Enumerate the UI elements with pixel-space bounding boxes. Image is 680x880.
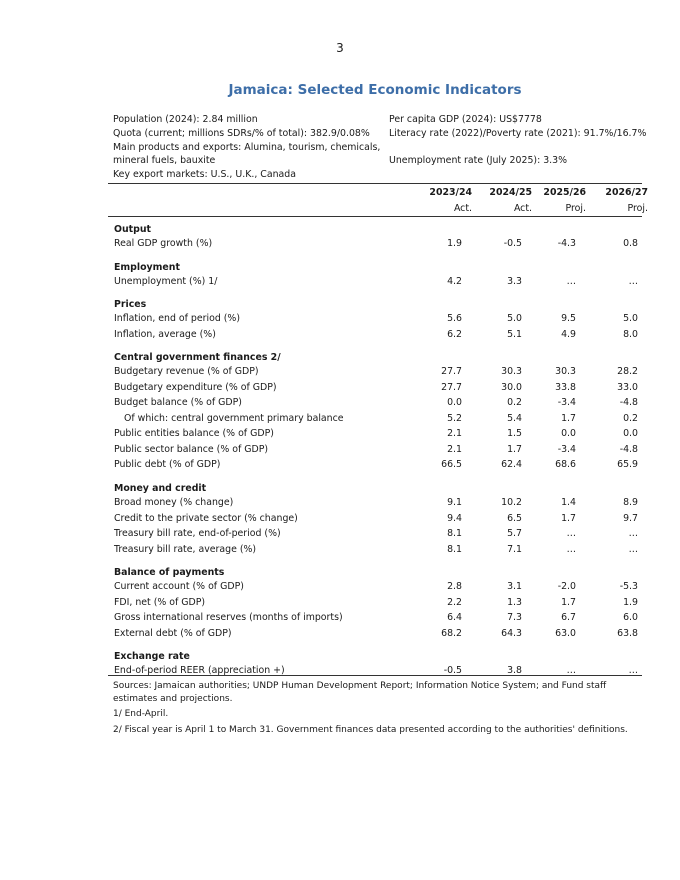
row-label: Treasury bill rate, end-of-period (%) xyxy=(114,528,281,540)
cell-value: … xyxy=(566,665,576,677)
table-notes xyxy=(113,680,643,739)
table-row xyxy=(108,543,642,559)
cell-value: 1.9 xyxy=(623,596,638,608)
cell-value: 9.1 xyxy=(447,497,462,509)
cell-value: -3.4 xyxy=(557,397,576,409)
cell-value: -3.4 xyxy=(557,443,576,455)
cell-value: 6.2 xyxy=(447,328,462,340)
cell-value: 28.2 xyxy=(617,366,638,378)
info-products-cont: mineral fuels, bauxite xyxy=(113,155,216,167)
cell-value: 5.6 xyxy=(447,313,462,325)
cell-value: 4.9 xyxy=(561,328,576,340)
table-bottom-rule xyxy=(108,675,642,676)
cell-value: 68.2 xyxy=(441,627,462,639)
cell-value: 1.7 xyxy=(561,596,576,608)
table-row xyxy=(108,412,642,428)
table-row xyxy=(108,512,642,528)
table-row xyxy=(108,396,642,412)
header-bottom-rule xyxy=(108,216,642,217)
table-row xyxy=(108,596,642,612)
cell-value: 63.0 xyxy=(555,627,576,639)
info-gdp-per-capita: Per capita GDP (2024): US$7778 xyxy=(389,114,542,125)
cell-value: 8.1 xyxy=(447,528,462,540)
cell-value: 30.3 xyxy=(501,366,522,378)
info-population: Population (2024): 2.84 million xyxy=(113,114,258,125)
cell-value: 63.8 xyxy=(617,627,638,639)
cell-value: 0.2 xyxy=(507,397,522,409)
table-row xyxy=(108,237,642,253)
cell-value: 1.4 xyxy=(561,497,576,509)
section-header xyxy=(108,296,642,312)
cell-value: -4.3 xyxy=(557,238,576,249)
cell-value: -4.8 xyxy=(619,443,638,455)
cell-value: 6.0 xyxy=(623,612,638,624)
row-label: Budget balance (% of GDP) xyxy=(114,397,242,409)
country-info-right xyxy=(389,113,649,168)
cell-value: … xyxy=(628,528,638,540)
cell-value: 0.0 xyxy=(561,428,576,440)
cell-value: … xyxy=(628,543,638,555)
cell-value: 5.4 xyxy=(507,412,522,424)
cell-value: 3.3 xyxy=(507,275,522,287)
cell-value: 0.8 xyxy=(623,238,638,249)
row-label: FDI, net (% of GDP) xyxy=(114,596,206,608)
cell-value: 2.2 xyxy=(447,596,462,608)
column-type: Proj. xyxy=(627,203,648,214)
table-row xyxy=(108,312,642,328)
cell-value: 5.2 xyxy=(447,412,462,424)
cell-value: 5.7 xyxy=(507,528,522,540)
column-type: Proj. xyxy=(565,203,586,214)
cell-value: … xyxy=(566,543,576,555)
section-header xyxy=(108,259,642,275)
row-label: Inflation, end of period (%) xyxy=(114,313,240,325)
section-title: Output xyxy=(114,224,151,235)
row-label: Credit to the private sector (% change) xyxy=(114,512,298,524)
cell-value: 2.1 xyxy=(447,443,462,455)
row-label: Public debt (% of GDP) xyxy=(114,459,221,471)
cell-value: 65.9 xyxy=(617,459,638,471)
cell-value: 0.2 xyxy=(623,412,638,424)
section-title: Money and credit xyxy=(114,483,207,495)
cell-value: 9.7 xyxy=(623,512,638,524)
cell-value: -5.3 xyxy=(619,581,638,593)
note-sources: Sources: Jamaican authorities; UNDP Human Development Report; Information Notice System; and Fund staff estimates and projections. xyxy=(113,681,607,704)
column-year: 2026/27 xyxy=(605,187,648,198)
section-title: Balance of payments xyxy=(114,567,225,579)
cell-value: -0.5 xyxy=(443,665,462,677)
table-row xyxy=(108,627,642,643)
cell-value: -0.5 xyxy=(503,238,522,249)
table-row xyxy=(108,611,642,627)
table-row xyxy=(108,664,642,680)
cell-value: 7.1 xyxy=(507,543,522,555)
info-export-markets: Key export markets: U.S., U.K., Canada xyxy=(113,169,296,181)
info-quota: Quota (current; millions SDRs/% of total): 382.9/0.08% xyxy=(113,127,370,139)
row-label: Broad money (% change) xyxy=(114,497,234,509)
table-row xyxy=(108,527,642,543)
cell-value: … xyxy=(628,275,638,287)
cell-value: 1.3 xyxy=(507,596,522,608)
cell-value: 1.7 xyxy=(507,443,522,455)
table-row xyxy=(108,458,642,474)
cell-value: … xyxy=(566,528,576,540)
info-unemployment: Unemployment rate (July 2025): 3.3% xyxy=(389,155,568,167)
cell-value: 68.6 xyxy=(555,459,576,471)
column-year: 2023/24 xyxy=(429,187,472,198)
table-row xyxy=(108,427,642,443)
table-body xyxy=(108,221,642,680)
cell-value: … xyxy=(566,275,576,287)
section-title: Central government finances 2/ xyxy=(114,352,281,364)
column-type: Act. xyxy=(513,203,532,214)
table-row xyxy=(108,275,642,291)
row-label: End-of-period REER (appreciation +) xyxy=(114,665,285,677)
cell-value: 10.2 xyxy=(501,497,522,509)
column-types-row xyxy=(108,203,648,217)
info-literacy-poverty: Literacy rate (2022)/Poverty rate (2021): 91.7%/16.7% xyxy=(389,127,647,139)
cell-value: 27.7 xyxy=(441,381,462,393)
cell-value: 8.9 xyxy=(623,497,638,509)
note-2: 2/ Fiscal year is April 1 to March 31. Government finances data presented according to the authorities' definitions. xyxy=(113,724,628,735)
cell-value: 33.0 xyxy=(617,381,638,393)
table-row xyxy=(108,328,642,344)
row-label: Treasury bill rate, average (%) xyxy=(114,543,257,555)
row-label: Of which: central government primary balance xyxy=(124,412,344,424)
cell-value: 9.5 xyxy=(561,313,576,325)
cell-value: 7.3 xyxy=(507,612,522,624)
header-top-rule xyxy=(108,183,642,184)
cell-value: 2.1 xyxy=(447,428,462,440)
cell-value: 6.5 xyxy=(507,512,522,524)
cell-value: 66.5 xyxy=(441,459,462,471)
info-products: Main products and exports: Alumina, tourism, chemicals, xyxy=(113,141,381,153)
row-label: Unemployment (%) 1/ xyxy=(114,275,218,287)
cell-value: 3.8 xyxy=(507,665,522,677)
cell-value: 5.1 xyxy=(507,328,522,340)
indicators-table xyxy=(108,187,648,680)
section-header xyxy=(108,221,642,237)
section-title: Exchange rate xyxy=(114,651,190,663)
cell-value: 1.9 xyxy=(447,238,462,249)
table-row xyxy=(108,580,642,596)
cell-value: 33.8 xyxy=(555,381,576,393)
cell-value: 64.3 xyxy=(501,627,522,639)
row-label: Gross international reserves (months of imports) xyxy=(114,612,343,624)
row-label: Budgetary expenditure (% of GDP) xyxy=(114,381,277,393)
table-row xyxy=(108,443,642,459)
cell-value: 0.0 xyxy=(623,428,638,440)
column-year: 2024/25 xyxy=(489,187,532,198)
section-title: Employment xyxy=(114,261,180,273)
cell-value: -4.8 xyxy=(619,397,638,409)
cell-value: 0.0 xyxy=(447,397,462,409)
cell-value: 6.7 xyxy=(561,612,576,624)
note-1: 1/ End-April. xyxy=(113,709,169,719)
row-label: Budgetary revenue (% of GDP) xyxy=(114,366,259,378)
table-row xyxy=(108,381,642,397)
row-label: Real GDP growth (%) xyxy=(114,238,213,249)
column-year: 2025/26 xyxy=(543,187,586,198)
row-label: Public entities balance (% of GDP) xyxy=(114,428,274,440)
column-years-row xyxy=(108,187,648,201)
table-row xyxy=(108,496,642,512)
cell-value: 30.0 xyxy=(501,381,522,393)
section-header xyxy=(108,648,642,664)
cell-value: 3.1 xyxy=(507,581,522,593)
cell-value: 5.0 xyxy=(507,313,522,325)
column-type: Act. xyxy=(453,203,472,214)
cell-value: … xyxy=(628,665,638,677)
info-spacer xyxy=(389,141,649,155)
section-header xyxy=(108,480,642,496)
page-title: Jamaica: Selected Economic Indicators xyxy=(228,82,522,98)
section-title: Prices xyxy=(114,299,147,311)
cell-value: 1.7 xyxy=(561,512,576,524)
cell-value: 9.4 xyxy=(447,512,462,524)
section-header xyxy=(108,349,642,365)
row-label: Inflation, average (%) xyxy=(114,328,216,340)
cell-value: 27.7 xyxy=(441,366,462,378)
cell-value: 2.8 xyxy=(447,581,462,593)
country-info-left xyxy=(113,113,383,182)
cell-value: 6.4 xyxy=(447,612,462,624)
row-label: Current account (% of GDP) xyxy=(114,581,244,593)
cell-value: 1.5 xyxy=(507,428,522,440)
cell-value: 1.7 xyxy=(561,412,576,424)
cell-value: 8.1 xyxy=(447,543,462,555)
cell-value: 4.2 xyxy=(447,275,462,287)
cell-value: 8.0 xyxy=(623,328,638,340)
row-label: Public sector balance (% of GDP) xyxy=(114,443,269,455)
cell-value: -2.0 xyxy=(557,581,576,593)
cell-value: 30.3 xyxy=(555,366,576,378)
page-number: 3 xyxy=(336,41,344,55)
section-header xyxy=(108,564,642,580)
cell-value: 5.0 xyxy=(623,313,638,325)
cell-value: 62.4 xyxy=(501,459,522,471)
row-label: External debt (% of GDP) xyxy=(114,627,232,639)
table-row xyxy=(108,365,642,381)
